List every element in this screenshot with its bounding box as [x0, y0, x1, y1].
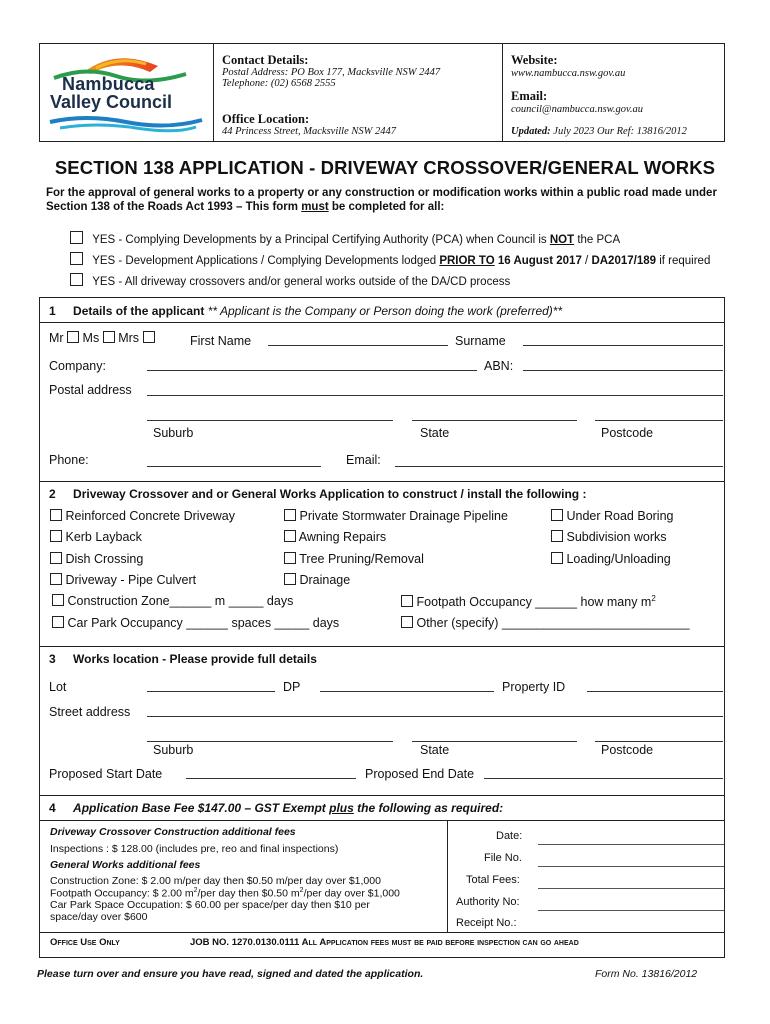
item-boring[interactable] [551, 509, 674, 523]
start-date-label: Proposed Start Date [49, 767, 163, 781]
checkbox-dish[interactable] [50, 552, 62, 564]
mr-label: Mr [49, 331, 64, 345]
first-name-label: First Name [190, 334, 252, 348]
intro-line2-a: Section 138 of the Roads Act 1993 – This form [46, 201, 302, 213]
checkbox-awning[interactable] [284, 530, 296, 542]
label-loading: Loading/Unloading [566, 552, 671, 566]
yes-option-pca[interactable] [70, 231, 620, 246]
section1-subtitle: ** Applicant is the Company or Person doing the work (preferred)** [204, 304, 563, 318]
email-field[interactable] [395, 466, 723, 467]
label-stormwater: Private Stormwater Drainage Pipeline [299, 509, 508, 523]
job-line [190, 937, 579, 948]
postal-postcode-label: Postcode [601, 426, 654, 440]
postal-address-field[interactable] [147, 395, 723, 396]
fee-footpath [50, 887, 400, 900]
opt2-prior: PRIOR TO [439, 255, 495, 267]
section2-title: Driveway Crossover and or General Works Application to construct / install the following : [73, 487, 587, 501]
fee2-sup-1: 2 [193, 887, 198, 894]
lot-label: Lot [49, 680, 67, 694]
checkbox-all[interactable] [70, 273, 83, 286]
section3-num: 3 [49, 652, 56, 666]
email-link[interactable]: council@nambucca.nsw.gov.au [511, 104, 644, 115]
footpath-sup: 2 [651, 594, 656, 603]
postal-suburb-field[interactable] [147, 420, 393, 421]
opt1-text: YES - Complying Developments by a Principal Certifying Authority (PCA) when Council is [92, 234, 550, 246]
works-postcode-field[interactable] [595, 741, 723, 742]
section2-top-rule [39, 481, 725, 482]
item-stormwater[interactable] [284, 509, 508, 523]
item-kerb[interactable] [50, 530, 142, 544]
section1-num: 1 [49, 304, 56, 318]
intro-must: must [301, 201, 329, 213]
postal-state-label: State [420, 426, 450, 440]
postal-state-field[interactable] [412, 420, 577, 421]
opt2-sep: / [581, 255, 592, 267]
checkbox-other[interactable] [401, 616, 413, 628]
office-receipt-label: Receipt No.: [456, 917, 517, 929]
inspections-fee: Inspections : $ 128.00 (includes pre, reo and final inspections) [50, 843, 339, 855]
item-other[interactable] [401, 616, 690, 630]
section2-heading [49, 487, 586, 501]
office-date-label: Date: [496, 830, 523, 842]
item-loading[interactable] [551, 552, 671, 566]
fee-construction-zone: Construction Zone: $ 2.00 m/per day then $0.50 m/per day over $1,000 [50, 875, 381, 887]
opt2-date: 16 August 2017 [494, 255, 582, 267]
ms-label: Ms [82, 331, 100, 345]
section4-plus: plus [329, 801, 354, 815]
works-suburb-label: Suburb [153, 743, 194, 757]
email-title: Email: [511, 89, 548, 103]
fee2-c: /per day over $1,000 [303, 887, 400, 900]
header-divider-2 [502, 43, 503, 142]
item-dish[interactable] [50, 552, 143, 566]
item-footpath[interactable] [401, 594, 656, 609]
page-title: SECTION 138 APPLICATION - DRIVEWAY CROSSOVER/GENERAL WORKS [54, 157, 716, 178]
company-label: Company: [49, 359, 106, 373]
contact-title: Contact Details: [222, 53, 309, 67]
checkbox-reinforced[interactable] [50, 509, 62, 521]
general-fees-heading: General Works additional fees [50, 859, 201, 871]
section2-num: 2 [49, 487, 56, 501]
office-total-line [538, 888, 724, 889]
fees-office-divider [447, 820, 448, 932]
job-no: JOB NO. 1270.0130.0111 [190, 937, 300, 948]
section4-title-a: Application Base Fee $147.00 – GST Exempt [73, 801, 330, 815]
label-tree: Tree Pruning/Removal [299, 552, 424, 566]
label-dish: Dish Crossing [65, 552, 144, 566]
surname-label: Surname [455, 334, 506, 348]
opt1-tail: the PCA [574, 234, 621, 246]
section4-title-c: the following as required: [353, 801, 504, 815]
opt2-tail: if required [656, 255, 711, 267]
checkbox-pca[interactable] [70, 231, 83, 244]
postal-address-label: Postal address [49, 383, 132, 397]
checkbox-tree[interactable] [284, 552, 296, 564]
phone-field[interactable] [147, 466, 321, 467]
checkbox-subdivision[interactable] [551, 530, 563, 542]
label-awning: Awning Repairs [298, 530, 387, 544]
office-file-label: File No. [484, 852, 522, 864]
ms-checkbox[interactable] [103, 331, 115, 343]
section1-heading [49, 304, 562, 318]
office-date-line [538, 844, 724, 845]
street-address-field[interactable] [147, 716, 723, 717]
fee-car-park: Car Park Space Occupation: $ 60.00 per space/per day then $10 per [50, 899, 370, 911]
fees-note: All Application fees must be paid before inspection can go ahead [299, 937, 579, 948]
works-suburb-field[interactable] [147, 741, 393, 742]
phone-label: Phone: [49, 453, 89, 467]
checkbox-car-park[interactable] [52, 616, 64, 628]
checkbox-loading[interactable] [551, 552, 563, 564]
section1-rule [39, 322, 725, 323]
checkbox-da[interactable] [70, 252, 83, 265]
intro-line2 [46, 201, 444, 213]
label-other: Other (specify) ___________________________ [416, 616, 690, 630]
works-state-label: State [420, 743, 450, 757]
checkbox-footpath[interactable] [401, 595, 413, 607]
council-logo [46, 52, 206, 134]
updated-value: July 2023 Our Ref: 13816/2012 [550, 126, 687, 137]
postal-suburb-label: Suburb [153, 426, 194, 440]
checkbox-boring[interactable] [551, 509, 563, 521]
footer-note: Please turn over and ensure you have read, signed and dated the application. [37, 968, 424, 980]
postal-address: Postal Address: PO Box 177, Macksville NSW 2447 [222, 67, 441, 78]
updated-label: Updated: [511, 126, 551, 137]
yes-option-all[interactable] [70, 273, 510, 288]
first-name-field[interactable] [268, 345, 448, 346]
postal-postcode-field[interactable] [595, 420, 723, 421]
label-reinforced: Reinforced Concrete Driveway [65, 509, 235, 523]
item-car-park[interactable] [52, 616, 339, 630]
item-awning[interactable] [284, 530, 386, 544]
opt2-da: DA2017/189 [591, 255, 657, 267]
works-state-field[interactable] [412, 741, 577, 742]
mrs-checkbox[interactable] [143, 331, 155, 343]
surname-field[interactable] [523, 345, 723, 346]
item-drainage[interactable] [284, 573, 350, 587]
driveway-fees-heading: Driveway Crossover Construction additional fees [50, 826, 296, 838]
label-construction-zone: Construction Zone______ m _____ days [67, 594, 294, 608]
checkbox-kerb[interactable] [50, 530, 62, 542]
property-id-label: Property ID [502, 680, 566, 694]
checkbox-construction-zone[interactable] [52, 594, 64, 606]
street-address-label: Street address [49, 705, 131, 719]
section4-top-rule [39, 795, 725, 796]
end-date-label: Proposed End Date [365, 767, 475, 781]
office-use-rule [39, 932, 725, 933]
dp-label: DP [283, 680, 301, 694]
item-tree[interactable] [284, 552, 424, 566]
company-field[interactable] [147, 370, 477, 371]
property-id-field[interactable] [587, 691, 723, 692]
office-authority-line [538, 910, 724, 911]
item-culvert[interactable] [50, 573, 196, 587]
section4-num: 4 [49, 801, 56, 815]
section4-sub-rule [39, 820, 725, 821]
logo-text-line1: Nambucca [62, 74, 155, 94]
title-options [49, 331, 155, 345]
section1-title: Details of the applicant [73, 304, 205, 318]
item-reinforced[interactable] [50, 509, 235, 523]
office-authority-label: Authority No: [456, 896, 520, 908]
office-address: 44 Princess Street, Macksville NSW 2447 [222, 126, 396, 137]
section3-top-rule [39, 646, 725, 647]
intro-line1: For the approval of general works to a property or any construction or modification works within a public road made under [46, 187, 717, 199]
section4-heading [49, 801, 503, 815]
label-boring: Under Road Boring [566, 509, 674, 523]
updated-line [511, 126, 687, 137]
opt3-text: YES - All driveway crossovers and/or general works outside of the DA/CD process [92, 276, 511, 288]
checkbox-drainage[interactable] [284, 573, 296, 585]
logo-text-line2: Valley Council [50, 92, 173, 112]
opt1-not: NOT [549, 234, 575, 246]
label-drainage: Drainage [299, 573, 351, 587]
lot-field[interactable] [147, 691, 275, 692]
item-construction-zone[interactable] [52, 594, 293, 608]
office-total-label: Total Fees: [466, 874, 520, 886]
yes-option-da[interactable] [70, 252, 710, 267]
fee2-a: Footpath Occupancy: $ 2.00 m [50, 887, 194, 900]
section3-heading [49, 652, 317, 666]
office-file-line [538, 866, 724, 867]
abn-field[interactable] [523, 370, 723, 371]
item-subdivision[interactable] [551, 530, 667, 544]
website-link[interactable]: www.nambucca.nsw.gov.au [511, 68, 626, 79]
label-footpath: Footpath Occupancy ______ how many m [416, 595, 652, 610]
footer-form-no: Form No. 13816/2012 [595, 968, 698, 980]
mr-checkbox[interactable] [67, 331, 79, 343]
start-date-field[interactable] [186, 778, 356, 779]
works-postcode-label: Postcode [601, 743, 654, 757]
checkbox-stormwater[interactable] [284, 509, 296, 521]
fee-car-park-2: space/day over $600 [50, 911, 148, 923]
label-subdivision: Subdivision works [566, 530, 667, 544]
dp-field[interactable] [320, 691, 494, 692]
label-culvert: Driveway - Pipe Culvert [65, 573, 197, 587]
website-title: Website: [511, 53, 558, 67]
label-car-park: Car Park Occupancy ______ spaces _____ days [67, 616, 340, 630]
section3-title: Works location - Please provide full details [73, 652, 317, 666]
fee2-sup-2: 2 [299, 887, 304, 894]
opt2-text: YES - Development Applications / Complying Developments lodged [92, 255, 440, 267]
abn-label: ABN: [484, 359, 514, 373]
intro-line2-c: be completed for all: [328, 201, 445, 213]
label-kerb: Kerb Layback [65, 530, 142, 544]
checkbox-culvert[interactable] [50, 573, 62, 585]
header-divider-1 [213, 43, 214, 142]
fee2-b: /per day then $0.50 m [197, 887, 300, 900]
telephone: Telephone: (02) 6568 2555 [222, 78, 336, 89]
office-use-only: Office Use Only [50, 937, 120, 948]
email-label: Email: [346, 453, 381, 467]
office-title: Office Location: [222, 112, 310, 126]
mrs-label: Mrs [118, 331, 140, 345]
end-date-field[interactable] [484, 778, 723, 779]
